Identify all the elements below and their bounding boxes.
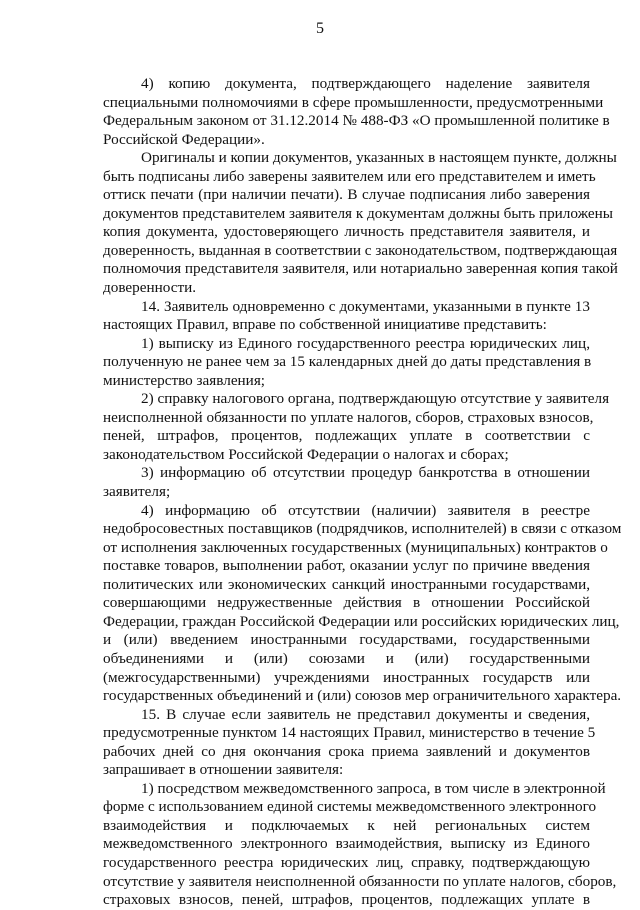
text-line: быть подписаны либо заверены заявителем или его представителем и иметь <box>103 167 596 185</box>
text-line: 1) посредством межведомственного запроса, в том числе в электронной <box>141 779 606 797</box>
text-line: оттиск печати (при наличии печати). В случае подписания либо заверения <box>103 186 590 204</box>
text-line: поставке товаров, выполнении работ, оказании услуг по причине введения <box>103 557 590 575</box>
text-line: копия документа, удостоверяющего личность представителя заявителя, и <box>103 223 590 241</box>
text-line: заявителя; <box>103 483 171 501</box>
text-line: законодательством Российской Федерации о налогах и сборах; <box>103 445 509 463</box>
text-line: Федеральным законом от 31.12.2014 № 488-ФЗ «О промышленной политике в <box>103 112 610 130</box>
text-line: пеней, штрафов, процентов, подлежащих уплате в соответствии с <box>103 427 590 445</box>
text-line: 14. Заявитель одновременно с документами, указанными в пункте 13 <box>141 297 590 315</box>
text-line: взаимодействия и подключаемых к ней региональных систем <box>103 816 590 834</box>
text-line: отсутствие у заявителя неисполненной обязанности по уплате налогов, сборов, <box>103 872 617 890</box>
text-line: запрашивает в отношении заявителя: <box>103 761 344 779</box>
text-line: доверенность, выданная в соответствии с законодательством, подтверждающая <box>103 241 618 259</box>
text-line: форме с использованием единой системы межведомственного электронного <box>103 798 597 816</box>
text-line: (межгосударственными) учреждениями иностранных государств или <box>103 668 590 686</box>
text-line: от исполнения заключенных государственных (муниципальных) контрактов о <box>103 538 608 556</box>
text-line: доверенности. <box>103 279 197 297</box>
text-line: совершающими недружественные действия в отношении Российской <box>103 594 590 612</box>
text-line: полномочия представителя заявителя, или нотариально заверенная копия такой <box>103 260 618 278</box>
text-line: министерство заявления; <box>103 371 266 389</box>
text-line: неисполненной обязанности по уплате налогов, сборов, страховых взносов, <box>103 408 594 426</box>
text-line: специальными полномочиями в сфере промышленности, предусмотренными <box>103 93 604 111</box>
text-line: и (или) введением иностранными государствами, государственными <box>103 631 590 649</box>
text-line: Российской Федерации». <box>103 130 265 148</box>
text-line: 4) информацию об отсутствии (наличии) заявителя в реестре <box>141 501 590 519</box>
text-line: Федерации, граждан Российской Федерации или российских юридических лиц, <box>103 612 620 630</box>
text-line: 4) копию документа, подтверждающего наделение заявителя <box>141 75 590 92</box>
text-line: настоящих Правил, вправе по собственной инициативе представить: <box>103 316 547 334</box>
text-line: межведомственного электронного взаимодействия, выписку из Единого <box>103 835 590 853</box>
text-line: 3) информацию об отсутствии процедур банкротства в отношении <box>141 464 590 482</box>
text-line: 2) справку налогового органа, подтверждающую отсутствие у заявителя <box>141 390 610 408</box>
text-line: политических или экономических санкций иностранными государствами, <box>103 575 590 593</box>
page-number: 5 <box>316 20 324 37</box>
text-line: рабочих дней со дня окончания срока приема заявлений и документов <box>103 742 590 760</box>
text-line: полученную не ранее чем за 15 календарных дней до даты представления в <box>103 353 592 371</box>
text-line: объединениями и (или) союзами и (или) государственными <box>103 649 590 667</box>
text-line: государственных объединений и (или) союзов мер ограничительного характера. <box>103 687 622 705</box>
text-line: Оригиналы и копии документов, указанных в настоящем пункте, должны <box>141 149 617 167</box>
text-line: предусмотренные пунктом 14 настоящих Правил, министерство в течение 5 <box>103 724 596 742</box>
text-line: документов представителем заявителя к документам должны быть приложены <box>103 204 613 222</box>
text-line: недобросовестных поставщиков (подрядчиков, исполнителей) в связи с отказом <box>103 520 622 538</box>
text-line: государственного реестра юридических лиц, справку, подтверждающую <box>103 853 590 871</box>
text-line: страховых взносов, пеней, штрафов, процентов, подлежащих уплате в <box>103 891 590 909</box>
document-body <box>103 75 622 910</box>
text-line: 1) выписку из Единого государственного реестра юридических лиц, <box>141 334 590 352</box>
text-line: 15. В случае если заявитель не представил документы и сведения, <box>141 705 590 723</box>
